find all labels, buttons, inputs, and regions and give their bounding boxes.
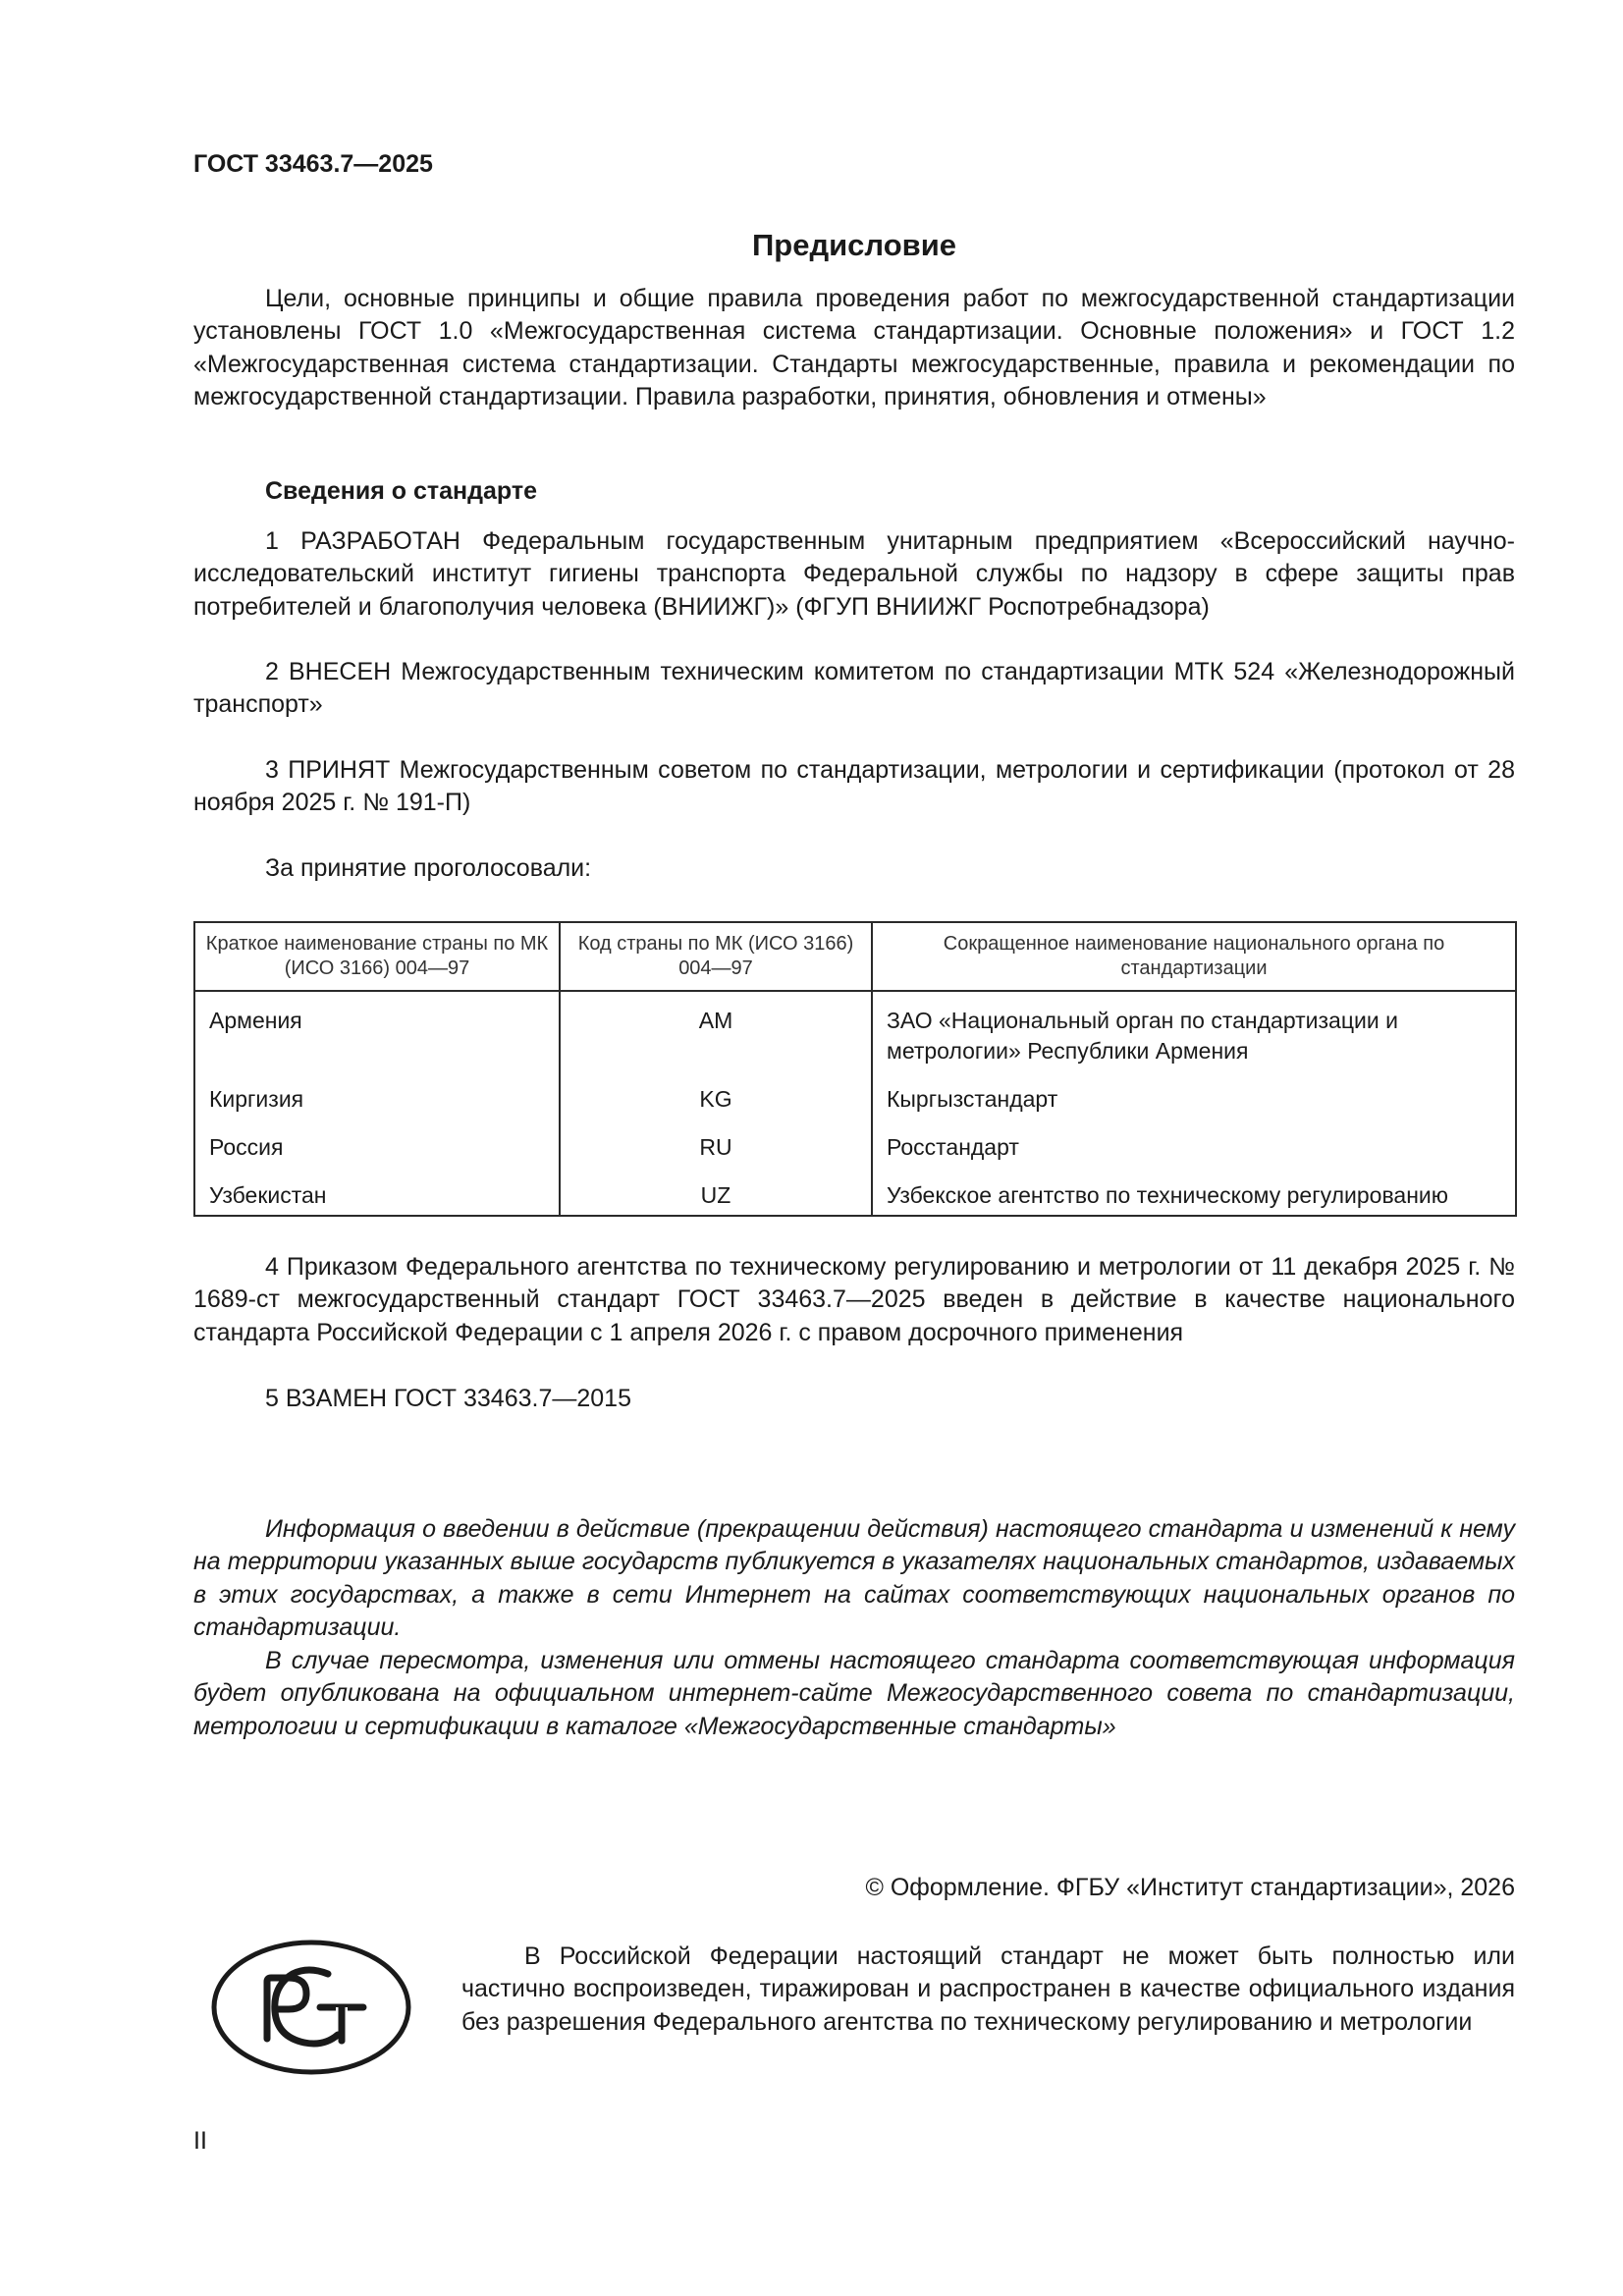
- notice-paragraph: Информация о введении в действие (прекращении действия) настоящего стандарта и изменений к нему на территории указанных выше государств публикуется в указателях национальных стандартов, издаваемых в этих государствах, а также в сети Интернет на сайтах соответствующих национальных органов по стандартизации.: [193, 1515, 1515, 1642]
- page-title: Предисловие: [751, 228, 956, 262]
- table-row: [194, 1180, 1516, 1216]
- notice-paragraph: В случае пересмотра, изменения или отмены настоящего стандарта соответствующая информация будет опубликована на официальном интернет-сайте Межгосударственного совета по стандартизации, метрологии и сертификации в каталоге «Межгосударственные стандарты»: [193, 1647, 1515, 1740]
- standard-info-heading: Сведения о стандарте: [265, 477, 538, 505]
- license-notice: В Российской Федерации настоящий стандарт не может быть полностью или частично воспроизведен, тиражирован и распространен в качестве официального издания без разрешения Федерального агентства по техническому регулированию и метрологии: [461, 1942, 1515, 2036]
- page-number: II: [193, 2127, 207, 2155]
- national-body-cell: Кыргызстандарт: [872, 1084, 1516, 1132]
- item-order: 4 Приказом Федерального агентства по техническому регулированию и метрологии от 11 декабря 2025 г. № 1689-ст межгосударственный стандарт ГОСТ 33463.7—2025 введен в действие в качестве национального стандарта Российской Федерации с 1 апреля 2026 г. с правом досрочного применения: [193, 1253, 1515, 1346]
- country-name-cell: Армения: [194, 991, 560, 1084]
- national-body-cell: Узбекское агентство по техническому регулированию: [872, 1180, 1516, 1216]
- table-header-row: [194, 922, 1516, 991]
- column-header-country-code: Код страны по МК (ИСО 3166) 004—97: [560, 922, 872, 991]
- rst-certification-logo: [210, 1939, 412, 2076]
- intro-paragraph: Цели, основные принципы и общие правила проведения работ по межгосударственной стандартизации установлены ГОСТ 1.0 «Межгосударственная система стандартизации. Основные положения» и ГОСТ 1.2 «Межгосударственная система стандартизации. Стандарты межгосударственные, правила и рекомендации по межгосударственной стандартизации. Правила разработки, принятия, обновления и отмены»: [193, 285, 1515, 411]
- country-code-cell: UZ: [560, 1180, 872, 1216]
- country-code-cell: RU: [560, 1132, 872, 1180]
- table-row: [194, 1132, 1516, 1180]
- rst-logo-icon: [210, 1939, 412, 2076]
- voting-countries-table: [193, 921, 1517, 1217]
- country-name-cell: Узбекистан: [194, 1180, 560, 1216]
- item-adopted: 3 ПРИНЯТ Межгосударственным советом по стандартизации, метрологии и сертификации (протокол от 28 ноября 2025 г. № 191-П): [193, 756, 1515, 817]
- country-code-cell: AM: [560, 991, 872, 1084]
- item-developed: 1 РАЗРАБОТАН Федеральным государственным унитарным предприятием «Всероссийский научно-исследовательский институт гигиены транспорта Федеральной службы по надзору в сфере защиты прав потребителей и благополучия человека (ВНИИЖГ)» (ФГУП ВНИИЖГ Роспотребнадзора): [193, 527, 1515, 621]
- country-name-cell: Киргизия: [194, 1084, 560, 1132]
- country-name-cell: Россия: [194, 1132, 560, 1180]
- table-row: [194, 1084, 1516, 1132]
- national-body-cell: ЗАО «Национальный орган по стандартизации и метрологии» Республики Армения: [872, 991, 1516, 1084]
- document-code: ГОСТ 33463.7—2025: [193, 150, 433, 178]
- item-replaces: 5 ВЗАМЕН ГОСТ 33463.7—2015: [265, 1385, 631, 1412]
- national-body-cell: Росстандарт: [872, 1132, 1516, 1180]
- copyright-line: © Оформление. ФГБУ «Институт стандартизации», 2026: [865, 1874, 1515, 1901]
- item-introduced: 2 ВНЕСЕН Межгосударственным техническим комитетом по стандартизации МТК 524 «Железнодорожный транспорт»: [193, 658, 1515, 719]
- voted-label: За принятие проголосовали:: [265, 854, 592, 882]
- column-header-national-body: Сокращенное наименование национального органа по стандартизации: [872, 922, 1516, 991]
- table-row: [194, 991, 1516, 1084]
- column-header-country-name: Краткое наименование страны по МК (ИСО 3166) 004—97: [194, 922, 560, 991]
- country-code-cell: KG: [560, 1084, 872, 1132]
